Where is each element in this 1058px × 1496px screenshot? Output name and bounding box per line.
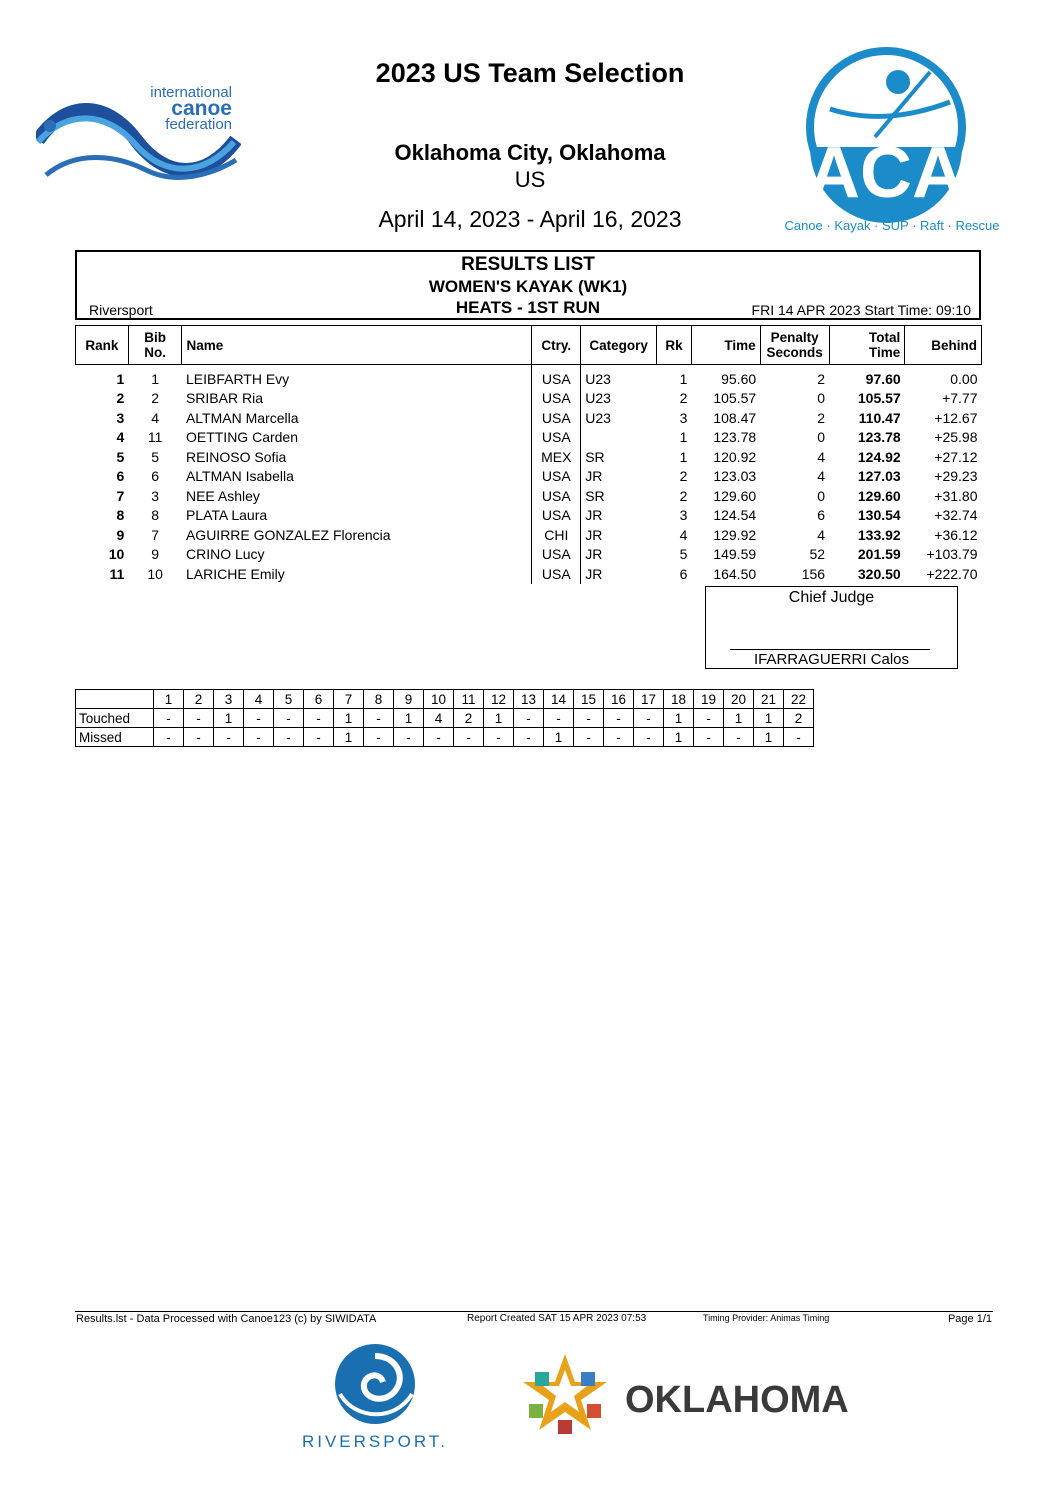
gate-touched-row-cell: 1	[664, 709, 694, 728]
chief-judge-name: IFARRAGUERRI Calos	[753, 651, 910, 668]
result-penalty: 4	[817, 448, 826, 465]
aca-tagline: Canoe · Kayak · SUP · Raft · Rescue	[784, 218, 1000, 233]
gate-touched-row-cell: 2	[454, 709, 484, 728]
gate-missed-row-cell: -	[604, 728, 634, 747]
gate-number-row-cell: 19	[694, 690, 724, 709]
aca-logo	[780, 47, 1000, 237]
result-rk: 5	[679, 546, 688, 563]
result-rank: 7	[116, 487, 125, 504]
footer-timing-provider: Timing Provider: Animas Timing	[703, 1313, 830, 1323]
oklahoma-text: OKLAHOMA	[625, 1379, 849, 1421]
table-row	[76, 447, 982, 467]
result-ctry: CHI	[532, 525, 581, 545]
result-ctry: USA	[532, 389, 581, 409]
run-name: HEATS - 1ST RUN	[455, 298, 601, 317]
gate-touched-row-cell: 1	[484, 709, 514, 728]
result-name: ALTMAN Marcella	[185, 409, 299, 426]
result-rk: 2	[679, 390, 688, 407]
result-total: 110.47	[858, 409, 901, 426]
table-row	[76, 564, 982, 584]
gate-missed-row-cell: 1	[754, 728, 784, 747]
table-row	[76, 408, 982, 428]
gate-missed-row-cell: -	[454, 728, 484, 747]
gate-touched-row-cell: -	[184, 709, 214, 728]
gate-missed-row-cell: -	[424, 728, 454, 747]
gate-missed-row-cell: -	[694, 728, 724, 747]
result-rank: 8	[116, 507, 125, 524]
gate-missed-row-cell: -	[784, 728, 814, 747]
result-time: 123.78	[713, 429, 757, 446]
result-time: 95.60	[721, 370, 757, 387]
table-row	[76, 467, 982, 487]
col-name: Name	[182, 326, 532, 365]
result-category: SR	[581, 486, 657, 506]
results-header-row	[76, 326, 982, 365]
result-category: JR	[581, 564, 657, 584]
gate-missed-row-label: Missed	[76, 728, 154, 747]
results-list-title: RESULTS LIST	[461, 254, 595, 275]
event-title: 2023 US Team Selection	[375, 58, 685, 88]
signature-line	[730, 649, 930, 650]
gate-missed-row-cell: -	[184, 728, 214, 747]
gate-number-row-cell: 21	[754, 690, 784, 709]
gate-number-row-cell: 4	[244, 690, 274, 709]
gate-missed-row-cell: 1	[334, 728, 364, 747]
result-penalty: 4	[817, 468, 826, 485]
result-behind: +103.79	[926, 546, 978, 563]
result-name: LARICHE Emily	[185, 565, 285, 582]
result-rk: 2	[679, 487, 688, 504]
results-table	[75, 325, 982, 584]
riversport-text: RIVERSPORT.	[301, 1432, 449, 1451]
col-category: Category	[581, 326, 657, 365]
result-behind: +29.23	[934, 468, 978, 485]
gate-missed-row-cell: -	[364, 728, 394, 747]
col-ctry: Ctry.	[532, 326, 581, 365]
result-behind: +222.70	[926, 565, 978, 582]
gate-touched-row-cell: -	[514, 709, 544, 728]
result-time: 123.03	[713, 468, 757, 485]
footer-page-number: Page 1/1	[947, 1313, 992, 1325]
gate-number-row-cell: 3	[214, 690, 244, 709]
table-row	[76, 525, 982, 545]
gate-missed-row	[76, 728, 814, 747]
result-name: OETTING Carden	[185, 429, 298, 446]
gate-number-row-cell: 9	[394, 690, 424, 709]
col-penalty: Penalty Seconds	[760, 326, 829, 365]
gate-number-row-cell: 11	[454, 690, 484, 709]
gate-touched-row-cell: -	[544, 709, 574, 728]
table-row	[76, 506, 982, 526]
gate-touched-row-cell: -	[634, 709, 664, 728]
result-rank: 10	[108, 546, 125, 563]
result-name: ALTMAN Isabella	[185, 468, 294, 485]
result-bib: 10	[147, 565, 163, 582]
oklahoma-logo	[515, 1352, 850, 1447]
gate-missed-row-cell: -	[274, 728, 304, 747]
result-rk: 3	[679, 409, 688, 426]
gate-touched-row-cell: 1	[334, 709, 364, 728]
result-penalty: 2	[817, 409, 826, 426]
result-ctry: USA	[532, 428, 581, 448]
start-info: FRI 14 APR 2023 Start Time: 09:10	[751, 302, 971, 318]
gate-number-row-cell: 1	[154, 690, 184, 709]
gate-number-row-cell: 18	[664, 690, 694, 709]
result-bib: 5	[151, 448, 160, 465]
table-row	[76, 428, 982, 448]
gate-missed-row-cell: -	[214, 728, 244, 747]
event-name: WOMEN'S KAYAK (WK1)	[428, 277, 628, 296]
footer-report-created: Report Created SAT 15 APR 2023 07:53	[467, 1313, 647, 1324]
gate-number-row-cell: 5	[274, 690, 304, 709]
gate-missed-row-cell: -	[484, 728, 514, 747]
gate-number-row-cell: 15	[574, 690, 604, 709]
gate-missed-row-cell: 1	[664, 728, 694, 747]
result-behind: +12.67	[934, 409, 978, 426]
result-rk: 6	[679, 565, 688, 582]
results-body	[76, 365, 982, 584]
gate-number-row-cell: 17	[634, 690, 664, 709]
result-rk: 1	[679, 429, 688, 446]
result-behind: +27.12	[934, 448, 978, 465]
gate-touched-row-cell: -	[604, 709, 634, 728]
gate-number-row-cell: 22	[784, 690, 814, 709]
footer-data-processed: Results.lst - Data Processed with Canoe123 (c) by SIWIDATA	[76, 1313, 377, 1325]
venue: Riversport	[89, 302, 153, 318]
result-penalty: 0	[817, 487, 826, 504]
results-header-box	[75, 250, 981, 320]
result-ctry: USA	[532, 408, 581, 428]
gate-touched-row-cell: -	[694, 709, 724, 728]
gate-missed-row-cell: -	[634, 728, 664, 747]
result-ctry: USA	[532, 365, 581, 389]
result-rk: 1	[679, 370, 688, 387]
result-bib: 7	[151, 526, 160, 543]
result-ctry: USA	[532, 467, 581, 487]
result-category: SR	[581, 447, 657, 467]
result-time: 108.47	[713, 409, 757, 426]
gate-missed-row-cell: -	[394, 728, 424, 747]
result-bib: 9	[151, 546, 160, 563]
gate-number-row-label	[76, 690, 154, 709]
result-rank: 11	[109, 565, 125, 582]
result-total: 97.60	[865, 370, 901, 387]
gate-touched-row-cell: -	[364, 709, 394, 728]
result-penalty: 156	[801, 565, 826, 582]
chief-judge-label: Chief Judge	[788, 589, 875, 606]
col-bib: Bib No.	[128, 326, 182, 365]
result-time: 105.57	[713, 390, 757, 407]
gate-number-row-cell: 14	[544, 690, 574, 709]
event-dates: April 14, 2023 - April 16, 2023	[378, 206, 682, 232]
table-row	[76, 545, 982, 565]
result-bib: 6	[151, 468, 160, 485]
gate-number-row-cell: 16	[604, 690, 634, 709]
result-category: JR	[581, 506, 657, 526]
gate-touched-row-cell: 1	[724, 709, 754, 728]
riversport-logo	[280, 1342, 480, 1454]
gate-missed-row-cell: -	[574, 728, 604, 747]
result-behind: +32.74	[934, 507, 978, 524]
event-city: Oklahoma City, Oklahoma	[394, 140, 666, 165]
result-category: JR	[581, 525, 657, 545]
result-time: 120.92	[713, 448, 757, 465]
gate-number-row-cell: 20	[724, 690, 754, 709]
result-category: U23	[581, 389, 657, 409]
col-behind: Behind	[905, 326, 982, 365]
col-rank: Rank	[76, 326, 129, 365]
event-country: US	[514, 167, 546, 192]
result-bib: 11	[147, 429, 163, 446]
gate-touched-row-cell: -	[244, 709, 274, 728]
result-name: PLATA Laura	[185, 507, 268, 524]
result-total: 133.92	[857, 526, 901, 543]
result-bib: 3	[151, 487, 160, 504]
result-total: 129.60	[857, 487, 901, 504]
result-total: 130.54	[857, 507, 901, 524]
result-rk: 1	[679, 448, 688, 465]
icf-line2: canoe	[171, 97, 232, 120]
result-name: NEE Ashley	[185, 487, 260, 504]
result-behind: +36.12	[934, 526, 978, 543]
result-rank: 1	[116, 370, 125, 387]
gate-penalties-table	[75, 689, 814, 747]
result-name: LEIBFARTH Evy	[185, 370, 290, 387]
result-name: REINOSO Sofia	[185, 448, 287, 465]
result-time: 124.54	[713, 507, 757, 524]
result-penalty: 6	[817, 507, 826, 524]
table-row	[76, 486, 982, 506]
gate-touched-row-cell: -	[274, 709, 304, 728]
chief-judge-box	[705, 586, 958, 669]
result-rank: 4	[116, 429, 125, 446]
gate-number-row-cell: 13	[514, 690, 544, 709]
result-rank: 9	[116, 526, 125, 543]
result-penalty: 0	[817, 429, 826, 446]
icf-line3: federation	[165, 116, 232, 133]
result-behind: +7.77	[942, 390, 978, 407]
gate-number-row-cell: 7	[334, 690, 364, 709]
result-ctry: USA	[532, 486, 581, 506]
result-time: 164.50	[713, 565, 757, 582]
result-penalty: 52	[809, 546, 826, 563]
col-rk: Rk	[657, 326, 692, 365]
result-category: U23	[581, 365, 657, 389]
table-row	[76, 365, 982, 389]
result-name: CRINO Lucy	[185, 546, 265, 563]
result-rank: 2	[116, 390, 125, 407]
result-category	[581, 428, 657, 448]
result-ctry: USA	[532, 506, 581, 526]
aca-letters: ACA	[808, 133, 964, 213]
footer-divider	[75, 1311, 993, 1312]
result-rank: 5	[116, 448, 125, 465]
gate-missed-row-cell: -	[304, 728, 334, 747]
result-category: JR	[581, 467, 657, 487]
result-rk: 2	[679, 468, 688, 485]
gate-touched-row-cell: 1	[394, 709, 424, 728]
gate-number-row-cell: 2	[184, 690, 214, 709]
table-row	[76, 389, 982, 409]
gate-touched-row-cell: 1	[754, 709, 784, 728]
gate-missed-row-cell: -	[154, 728, 184, 747]
gate-touched-row-cell: -	[154, 709, 184, 728]
result-rk: 4	[679, 526, 688, 543]
gate-touched-row-cell: -	[304, 709, 334, 728]
result-name: SRIBAR Ria	[185, 390, 263, 407]
result-total: 123.78	[857, 429, 901, 446]
col-total: Total Time	[829, 326, 905, 365]
result-total: 320.50	[857, 565, 901, 582]
result-name: AGUIRRE GONZALEZ Florencia	[185, 526, 391, 543]
icf-logo	[36, 80, 241, 195]
result-ctry: USA	[532, 564, 581, 584]
gate-number-row-cell: 10	[424, 690, 454, 709]
gate-missed-row-cell: -	[244, 728, 274, 747]
col-time: Time	[691, 326, 760, 365]
result-total: 127.03	[857, 468, 901, 485]
result-time: 149.59	[713, 546, 757, 563]
gate-number-row-cell: 6	[304, 690, 334, 709]
gate-touched-row	[76, 709, 814, 728]
result-ctry: MEX	[532, 447, 581, 467]
result-time: 129.92	[713, 526, 757, 543]
gate-missed-row-cell: -	[514, 728, 544, 747]
gate-number-row-cell: 8	[364, 690, 394, 709]
icf-line1: international	[150, 84, 232, 101]
result-behind: 0.00	[950, 370, 978, 387]
result-behind: +25.98	[934, 429, 978, 446]
result-total: 201.59	[857, 546, 901, 563]
result-ctry: USA	[532, 545, 581, 565]
gate-missed-row-cell: 1	[544, 728, 574, 747]
result-bib: 1	[151, 370, 160, 387]
gate-number-row	[76, 690, 814, 709]
result-penalty: 0	[817, 390, 826, 407]
result-penalty: 2	[817, 370, 826, 387]
result-time: 129.60	[713, 487, 757, 504]
result-rank: 3	[116, 409, 125, 426]
result-bib: 8	[151, 507, 160, 524]
result-behind: +31.80	[934, 487, 978, 504]
result-penalty: 4	[817, 526, 826, 543]
gate-missed-row-cell: -	[724, 728, 754, 747]
result-category: JR	[581, 545, 657, 565]
result-rank: 6	[116, 468, 125, 485]
result-rk: 3	[679, 507, 688, 524]
gate-touched-row-cell: -	[574, 709, 604, 728]
gate-touched-row-cell: 2	[784, 709, 814, 728]
gate-number-row-cell: 12	[484, 690, 514, 709]
result-bib: 2	[151, 390, 160, 407]
gate-touched-row-cell: 1	[214, 709, 244, 728]
result-total: 105.57	[857, 390, 901, 407]
result-category: U23	[581, 408, 657, 428]
gate-touched-row-cell: 4	[424, 709, 454, 728]
gate-touched-row-label: Touched	[76, 709, 154, 728]
result-total: 124.92	[857, 448, 901, 465]
result-bib: 4	[151, 409, 160, 426]
